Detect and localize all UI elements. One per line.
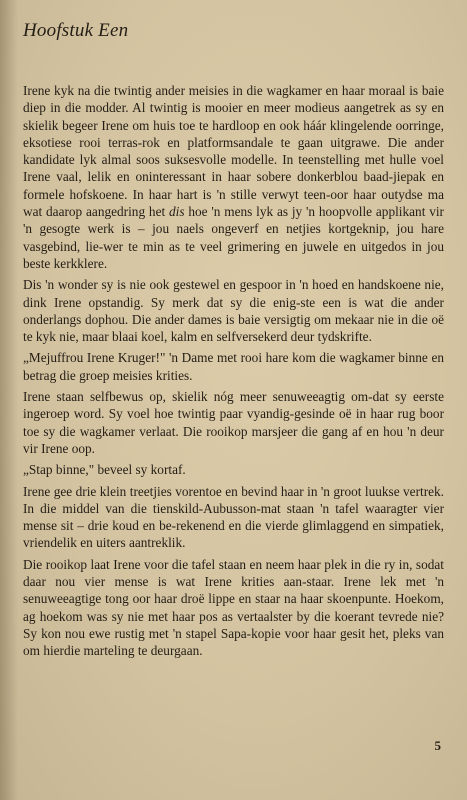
paragraph-2: Dis 'n wonder sy is nie ook gestewel en gespoor in 'n hoed en handskoene nie, dink Irene opstandig. Sy merk dat sy die enig-ste een is wat die ander onderlangs dophou. Die ander dames is baie versigtig om mekaar nie in die oë te kyk nie, maar blaai koel, kalm en selfversekerd deur tydskrifte.	[23, 277, 444, 345]
page-gutter-shadow	[0, 0, 18, 800]
paragraph-1-part-b: hoe 'n mens lyk as jy 'n hoopvolle applikant vir 'n gesogte werk is – jou naels ongeverf en netjies kortgeknip, jou hare vasgebind, lie-wer te min as te veel grimering en juwele en uitgedos in jou beste kerkklere.	[23, 204, 444, 271]
body-text	[23, 82, 444, 664]
paragraph-5: „Stap binne," beveel sy kortaf.	[23, 462, 186, 478]
paragraph-3: „Mejuffrou Irene Kruger!" 'n Dame met rooi hare kom die wagkamer binne en betrag die groep meisies krities.	[23, 350, 444, 383]
emphasis-dis: dis	[169, 204, 185, 220]
page-number: 5	[434, 738, 441, 753]
paragraph-1-part-a: Irene kyk na die twintig ander meisies in die wagkamer en haar moraal is baie diep in die modder. Al twintig is mooier en meer modieus aangetrek as sy en skielik begeer Irene om huis toe te hardloop en ook háár klingelende oorringe, eksotiese rooi terras-rok en platformsandale te gaan uitgrawe. Die ander kandidate lyk almal soos suksesvolle modelle. In teenstelling met hulle voel Irene vaal, lelik en oninteressant in haar sobere donkerblou baad-jiepak en formele hofskoene. In haar hart is 'n stille verwyt teen-oor haar outydse ma wat daarop aangedring het	[23, 83, 444, 220]
paragraph-4: Irene staan selfbewus op, skielik nóg meer senuweeagtig om-dat sy eerste ingeroep word. Sy voel hoe twintig paar vyandig-gesinde oë in haar rug boor toe sy die wagkamer verlaat. Die rooikop marsjeer die gang af en hou 'n deur vir Irene oop.	[23, 389, 444, 456]
paragraph-1	[23, 82, 444, 272]
paragraph-6: Irene gee drie klein treetjies vorentoe en bevind haar in 'n groot luukse vertrek. In die middel van die tienskild-Aubusson-mat staan 'n tafel waaragter vier mense sit – drie koud en be-rekenend en die vierde glimlaggend en simpatiek, vriendelik en uiters aantreklik.	[23, 483, 444, 551]
chapter-title: Hoofstuk Een	[23, 20, 129, 41]
paragraph-7: Die rooikop laat Irene voor die tafel staan en neem haar plek in die ry in, sodat daar nou vier mense is wat Irene krities aan-staar. Irene lek met 'n senuweeagtige tong oor haar droë lippe en staar na haar skoenpunte. Hoekom, ag hoekom was sy nie met haar pos as vertaalster by die koerant tevrede nie? Sy kon nou ewe rustig met 'n stapel Sapa-kopie voor haar gesit het, pleks van om hierdie marteling te deurgaan.	[23, 556, 444, 659]
